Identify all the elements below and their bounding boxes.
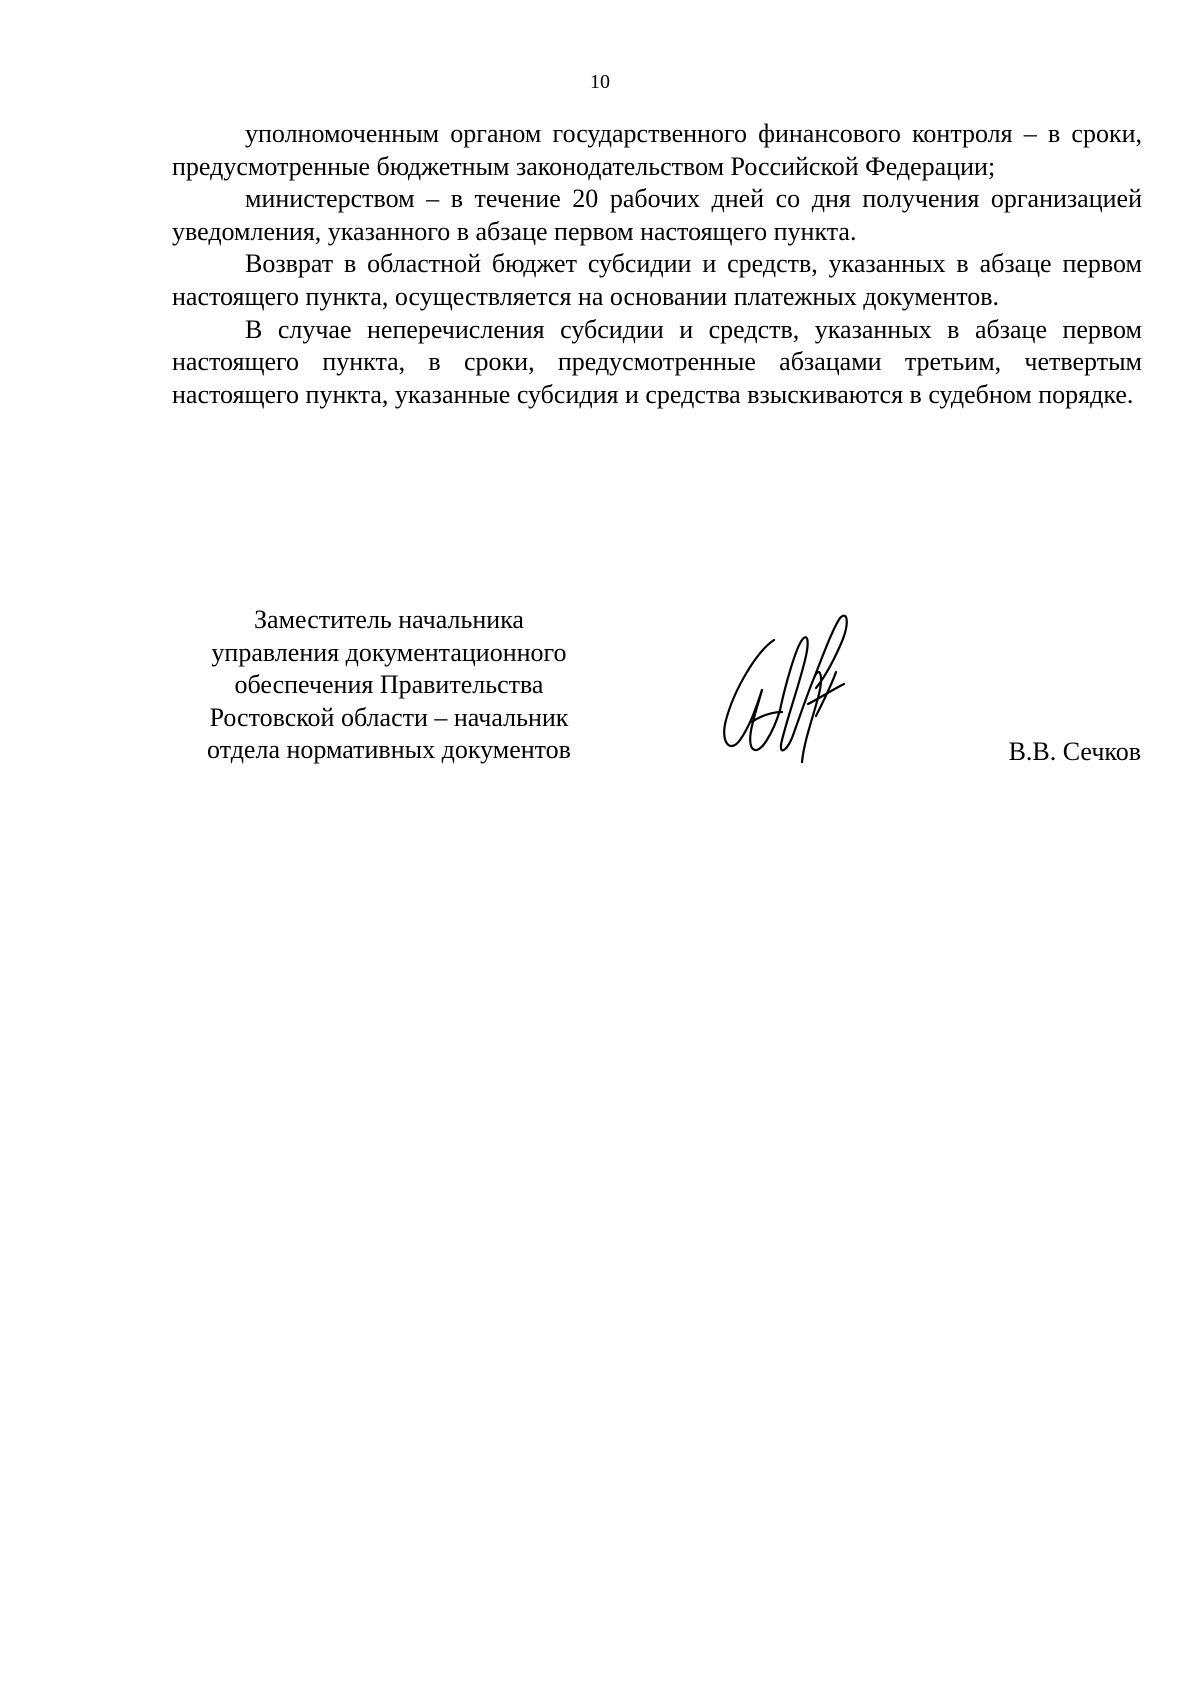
handwritten-signature <box>716 612 866 772</box>
paragraph: В случае неперечисления субсидии и средств, указанных в абзаце первом настоящего пункта, в сроки, предусмотренные абзацами третьим, четвертым настоящего пункта, указанные субсидия и средства взыскиваются в судебном порядке. <box>172 314 1142 409</box>
signer-position-line: обеспечения Правительства <box>234 670 544 700</box>
signer-position-line: отдела нормативных документов <box>207 735 571 765</box>
signer-name: В.В. Сечков <box>1008 737 1141 766</box>
signer-position-line: Заместитель начальника <box>254 605 524 634</box>
signer-position <box>164 604 614 767</box>
page-number: 10 <box>590 71 610 93</box>
signer-position-line: управления документационного <box>211 637 567 667</box>
paragraph: Возврат в областной бюджет субсидии и средств, указанных в абзаце первом настоящего пункта, осуществляется на основании платежных документов. <box>172 249 1142 311</box>
signer-position-line: Ростовской области – начальник <box>209 702 569 732</box>
paragraph: уполномоченным органом государственного финансового контроля – в сроки, предусмотренные бюджетным законодательством Российской Федерации; <box>172 119 1142 181</box>
document-body <box>172 118 1142 411</box>
paragraph: министерством – в течение 20 рабочих дней со дня получения организацией уведомления, указанного в абзаце первом настоящего пункта. <box>172 184 1142 246</box>
